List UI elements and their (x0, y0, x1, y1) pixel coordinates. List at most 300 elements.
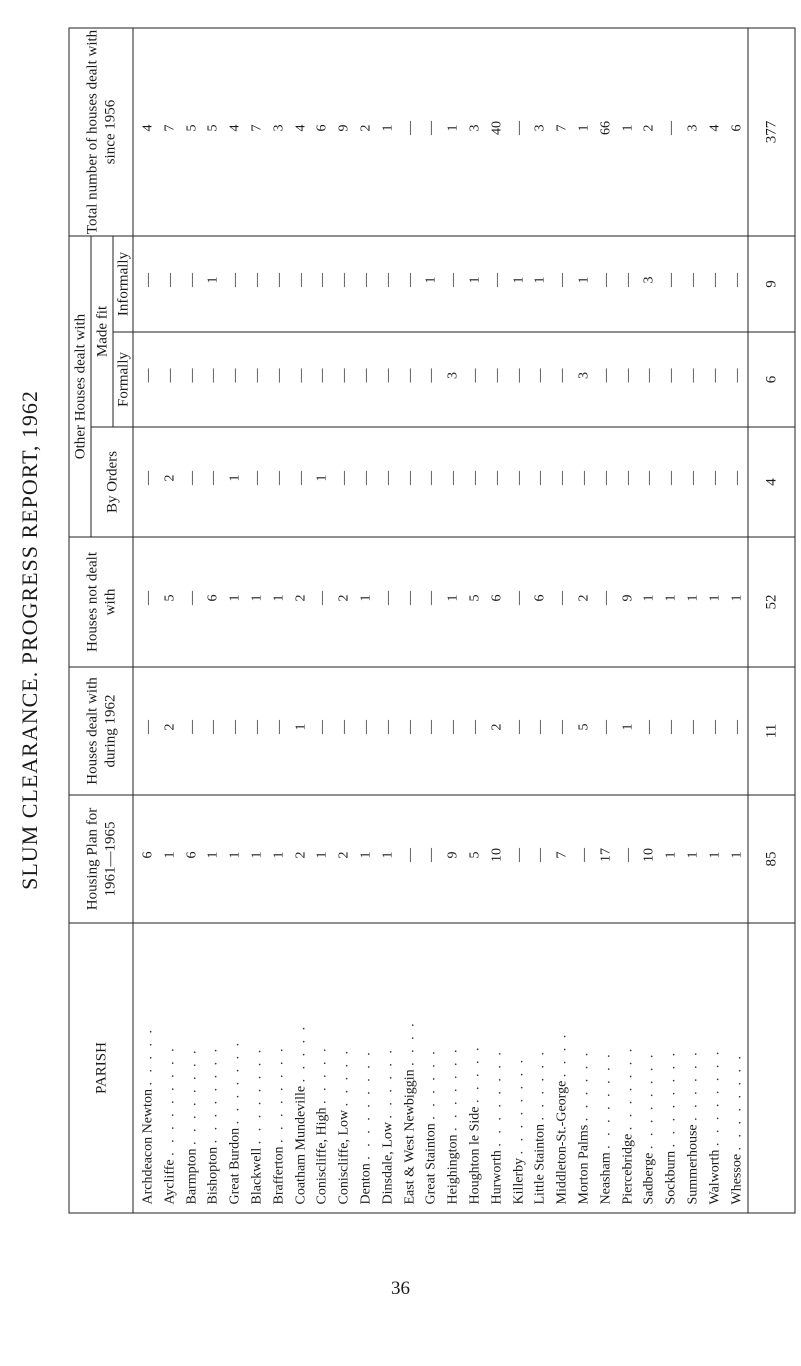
leader-dots: . . . . . . (532, 1048, 548, 1120)
cell-formally: — (684, 368, 700, 382)
cell-orders: — (379, 470, 395, 485)
cell-formally: — (140, 368, 155, 382)
cell-orders: — (641, 470, 657, 485)
cell-formally: — (292, 368, 308, 382)
cell-dealt: — (183, 719, 199, 734)
cell-plan: 17 (597, 847, 613, 862)
cell-total: 1 (379, 124, 395, 131)
cell-informally: 1 (466, 276, 482, 283)
cell-plan: 10 (641, 847, 657, 862)
totals-parish-blank (748, 923, 795, 1213)
cell-dealt: 2 (488, 723, 504, 730)
parish-name (399, 923, 421, 1204)
cell-dealt: 5 (575, 723, 591, 730)
parish-label: Coatham Mundeville (292, 1085, 308, 1204)
leader-dots: . . . . . . . . (728, 1052, 744, 1150)
rotated-table-wrapper (68, 28, 779, 1213)
cell-total: 7 (248, 124, 264, 131)
cell-dealt: — (336, 719, 352, 734)
parish-label: Morton Palms (575, 1124, 591, 1204)
cell-dealt: — (401, 719, 417, 734)
cell-informally: 1 (423, 276, 439, 283)
total-informally: 9 (748, 236, 795, 332)
cell-orders: — (728, 470, 744, 485)
cell-plan: 9 (445, 851, 461, 858)
cell-orders: — (466, 470, 482, 485)
cell-total: — (423, 120, 439, 135)
leader-dots: . . . . . . . . (205, 1045, 221, 1143)
header-made-fit: Made fit (91, 236, 113, 427)
leader-dots: . . . . . (336, 1047, 352, 1106)
cell-total: 40 (488, 120, 504, 135)
parish-name (704, 923, 726, 1204)
cell-plan: 7 (554, 851, 570, 858)
cell-total: 4 (706, 124, 722, 131)
cell-informally: — (140, 272, 155, 287)
cell-plan: 1 (227, 851, 243, 858)
slum-clearance-table (68, 27, 795, 1213)
cell-informally: — (161, 272, 177, 287)
cell-informally: — (706, 272, 722, 287)
col-informally (133, 236, 748, 332)
cell-total: 4 (227, 124, 243, 131)
parish-label: Denton (357, 1162, 373, 1204)
cell-informally: — (488, 272, 504, 287)
cell-formally: — (183, 368, 199, 382)
parish-label: Great Burdon (227, 1127, 243, 1204)
col-parish (133, 923, 748, 1213)
cell-formally: — (706, 368, 722, 382)
page-title-wrapper (0, 0, 60, 1280)
parish-name (333, 923, 355, 1204)
cell-total: — (663, 120, 679, 135)
parish-name (377, 923, 399, 1204)
cell-formally: — (357, 368, 373, 382)
cell-informally: — (227, 272, 243, 287)
cell-orders: 1 (227, 474, 243, 481)
cell-dealt: — (510, 719, 526, 734)
parish-label: Heighington (445, 1134, 461, 1204)
cell-dealt: — (728, 719, 744, 734)
cell-total: 9 (336, 124, 352, 131)
cell-plan: — (532, 847, 548, 862)
cell-plan: 1 (728, 851, 744, 858)
cell-plan: — (619, 847, 635, 862)
cell-orders: 1 (314, 474, 330, 481)
cell-total: 3 (466, 124, 482, 131)
parish-label: Coniscliffe, Low (336, 1109, 352, 1204)
cell-informally: — (663, 272, 679, 287)
parish-name (726, 923, 748, 1204)
cell-formally: — (728, 368, 744, 382)
cell-not: 6 (205, 594, 221, 601)
header-houses-dealt: Houses dealt with during 1962 (69, 667, 133, 795)
leader-dots: . . . . . . . (619, 1045, 635, 1130)
cell-plan: 1 (684, 851, 700, 858)
cell-orders: — (554, 470, 570, 485)
cell-orders: — (357, 470, 373, 485)
leader-dots: . . . . (401, 1019, 417, 1066)
cell-total: 6 (314, 124, 330, 131)
cell-orders: — (597, 470, 613, 485)
parish-label: Houghton le Side (466, 1106, 482, 1204)
cell-informally: — (270, 272, 286, 287)
cell-plan: — (575, 847, 591, 862)
col-total (133, 28, 748, 236)
parish-name (617, 923, 639, 1204)
col-formally (133, 332, 748, 427)
cell-not: — (401, 590, 417, 605)
leader-dots: . . . . . (314, 1045, 330, 1104)
cell-not: 6 (532, 594, 548, 601)
parish-label: Aycliffe (161, 1158, 177, 1204)
cell-not: 1 (248, 594, 264, 601)
cell-orders: — (270, 470, 286, 485)
cell-not: 1 (684, 594, 700, 601)
cell-informally: — (401, 272, 417, 287)
cell-informally: — (597, 272, 613, 287)
parish-name (290, 923, 312, 1204)
parish-name (442, 923, 464, 1204)
cell-total: — (510, 120, 526, 135)
cell-plan: 1 (663, 851, 679, 858)
cell-plan: 10 (488, 847, 504, 862)
leader-dots: . . . . . . . . (597, 1050, 613, 1149)
parish-label: Middleton-St.-George (554, 1080, 570, 1204)
cell-plan: 1 (248, 851, 264, 858)
parish-name (311, 923, 333, 1204)
cell-not: 1 (641, 594, 657, 601)
cell-formally: — (510, 368, 526, 382)
cell-dealt: 1 (292, 723, 308, 730)
cell-formally: — (205, 368, 221, 382)
cell-total: — (401, 120, 417, 135)
cell-formally: — (597, 368, 613, 382)
cell-total: 2 (357, 124, 373, 131)
cell-not: 1 (445, 594, 461, 601)
leader-dots: . . . . . . (575, 1049, 591, 1121)
cell-not: 1 (706, 594, 722, 601)
cell-total: 4 (292, 124, 308, 131)
cell-formally: 3 (445, 371, 461, 379)
parish-name (638, 923, 660, 1204)
total-by-orders: 4 (748, 427, 795, 537)
cell-dealt: — (205, 719, 221, 734)
cell-informally: — (445, 272, 461, 287)
cell-formally: — (641, 368, 657, 382)
cell-plan: 1 (161, 851, 177, 858)
cell-total: 1 (445, 124, 461, 131)
parish-name (464, 923, 486, 1204)
cell-dealt: — (357, 719, 373, 734)
parish-name (159, 923, 181, 1204)
leader-dots: . . . . . (140, 1026, 155, 1086)
parish-name (268, 923, 290, 1204)
cell-orders: — (510, 470, 526, 485)
cell-dealt: — (379, 719, 395, 734)
leader-dots: . . . . (554, 1031, 570, 1077)
cell-formally: — (423, 368, 439, 382)
cell-not: 5 (466, 594, 482, 601)
leader-dots: . . . . . . . (445, 1046, 461, 1131)
cell-not: — (597, 590, 613, 605)
cell-not: — (379, 590, 395, 605)
cell-total: 1 (619, 124, 635, 131)
parish-name (486, 923, 508, 1204)
cell-orders: — (488, 470, 504, 485)
cell-dealt: — (423, 719, 439, 734)
parish-label: Hurworth (488, 1149, 504, 1204)
cell-orders: — (423, 470, 439, 485)
cell-orders: — (663, 470, 679, 485)
cell-orders: — (619, 470, 635, 485)
parish-label: Whessoe (728, 1153, 744, 1204)
cell-informally: — (379, 272, 395, 287)
cell-not: — (554, 590, 570, 605)
cell-dealt: — (445, 719, 461, 734)
cell-dealt: — (248, 719, 264, 734)
cell-plan: 1 (379, 851, 395, 858)
cell-total: 4 (140, 124, 155, 131)
total-plan: 85 (748, 795, 795, 923)
parish-label: Brafferton (270, 1145, 286, 1204)
cell-total: 5 (183, 124, 199, 131)
cell-dealt: — (684, 719, 700, 734)
parish-name (420, 923, 442, 1204)
leader-dots: . . . . . . (684, 1048, 700, 1121)
cell-not: 1 (728, 594, 744, 601)
cell-plan: — (423, 847, 439, 862)
header-informally: Informally (113, 236, 133, 332)
parish-label: Neasham (597, 1151, 613, 1204)
header-by-orders: By Orders (91, 427, 133, 537)
cell-informally: — (554, 272, 570, 287)
parish-label: Archdeacon Newton (140, 1088, 155, 1204)
cell-dealt: — (663, 719, 679, 734)
cell-formally: — (466, 368, 482, 382)
parish-label: Dinsdale, Low (379, 1121, 395, 1204)
cell-informally: — (728, 272, 744, 287)
col-not-dealt (133, 537, 748, 667)
cell-dealt: — (227, 719, 243, 734)
total-grand: 377 (748, 28, 795, 236)
cell-orders: — (401, 470, 417, 485)
cell-dealt: — (314, 719, 330, 734)
cell-orders: — (205, 470, 221, 485)
total-dealt: 11 (748, 667, 795, 795)
parish-name (595, 923, 617, 1204)
parish-name (355, 923, 377, 1204)
leader-dots: . . . . . . (423, 1047, 439, 1120)
cell-formally: — (161, 368, 177, 382)
cell-dealt: 1 (619, 723, 635, 730)
leader-dots: . . . . . (292, 1023, 308, 1082)
cell-formally: — (248, 368, 264, 382)
col-plan (133, 795, 748, 923)
cell-not: 1 (663, 594, 679, 601)
cell-plan: 1 (357, 851, 373, 858)
parish-label: Coniscliffe, High (314, 1107, 330, 1204)
cell-informally: — (684, 272, 700, 287)
cell-total: 3 (532, 124, 548, 131)
cell-total: 2 (641, 124, 657, 131)
cell-dealt: — (140, 719, 155, 734)
cell-formally: — (336, 368, 352, 382)
leader-dots: . . . . . . (379, 1046, 395, 1119)
cell-formally: 3 (575, 371, 591, 379)
cell-formally: — (270, 368, 286, 382)
cell-plan: 1 (270, 851, 286, 858)
cell-not: — (140, 590, 155, 605)
cell-total: 3 (270, 124, 286, 131)
parish-name (137, 923, 159, 1204)
cell-formally: — (619, 368, 635, 382)
parish-label: Sadberge (641, 1152, 657, 1204)
cell-total: 7 (554, 124, 570, 131)
cell-informally: — (314, 272, 330, 287)
cell-orders: — (575, 470, 591, 485)
cell-orders: — (292, 470, 308, 485)
cell-orders: — (140, 470, 155, 485)
cell-orders: 2 (161, 474, 177, 481)
cell-informally: 1 (532, 276, 548, 283)
cell-not: 2 (292, 594, 308, 601)
parish-name (573, 923, 595, 1204)
cell-orders: — (183, 470, 199, 485)
cell-not: 2 (575, 594, 591, 601)
parish-label: Summerhouse (684, 1123, 700, 1204)
parish-name (202, 923, 224, 1204)
leader-dots: . . . . . . . . . (161, 1044, 177, 1156)
parish-label: Great Stainton (423, 1122, 439, 1204)
cell-not: — (183, 590, 199, 605)
cell-total: 3 (684, 124, 700, 131)
leader-dots: . . . . . (466, 1044, 482, 1103)
cell-total: 7 (161, 124, 177, 131)
cell-plan: — (401, 847, 417, 862)
parish-label: Blackwell (248, 1147, 264, 1204)
parish-label: Piercebridge (619, 1133, 635, 1204)
cell-informally: — (619, 272, 635, 287)
cell-formally: — (314, 368, 330, 382)
leader-dots: . . . . . . . . (183, 1047, 199, 1145)
cell-formally: — (401, 368, 417, 382)
parish-label: Bishopton (205, 1146, 221, 1204)
page-number: 36 (391, 1278, 410, 1299)
page-title: SLUM CLEARANCE. PROGRESS REPORT, 1962 (17, 390, 43, 890)
cell-orders: — (532, 470, 548, 485)
cell-formally: — (554, 368, 570, 382)
cell-total: 5 (205, 124, 221, 131)
leader-dots: . . . . . . . . (663, 1049, 679, 1147)
parish-name (181, 923, 203, 1204)
cell-dealt: — (532, 719, 548, 734)
cell-dealt: — (641, 719, 657, 734)
leader-dots: . . . . . . . . (510, 1056, 526, 1154)
cell-informally: — (357, 272, 373, 287)
cell-formally: — (488, 368, 504, 382)
parish-name (224, 923, 246, 1204)
cell-informally: — (248, 272, 264, 287)
leader-dots: . . . . . . . . (488, 1048, 504, 1147)
cell-dealt: — (466, 719, 482, 734)
cell-total: 66 (597, 120, 613, 135)
cell-total: 6 (728, 124, 744, 131)
parish-label: Killerby (510, 1157, 526, 1204)
header-parish: PARISH (69, 923, 133, 1213)
cell-orders: — (336, 470, 352, 485)
cell-not: 9 (619, 594, 635, 601)
cell-not: 6 (488, 594, 504, 601)
parish-label: East & West Newbiggin (401, 1068, 417, 1204)
cell-plan: 1 (314, 851, 330, 858)
cell-formally: — (379, 368, 395, 382)
parish-name (246, 923, 268, 1204)
cell-not: 1 (357, 594, 373, 601)
cell-plan: — (510, 847, 526, 862)
parish-name (660, 923, 682, 1204)
header-formally: Formally (113, 332, 133, 427)
header-housing-plan: Housing Plan for 1961—1965 (69, 795, 133, 923)
cell-not: 5 (161, 594, 177, 601)
cell-dealt: — (554, 719, 570, 734)
col-dealt (133, 667, 748, 795)
cell-plan: 6 (183, 851, 199, 858)
cell-not: 1 (270, 594, 286, 601)
leader-dots: . . . . . . . (227, 1039, 243, 1124)
total-formally: 6 (748, 332, 795, 427)
header-houses-not-dealt: Houses not dealt with (69, 537, 133, 667)
parish-label: Little Stainton (532, 1123, 548, 1204)
parish-name (529, 923, 551, 1204)
table-body (133, 28, 748, 1213)
cell-plan: 6 (140, 851, 155, 858)
cell-orders: — (706, 470, 722, 485)
leader-dots: . . . . . . . . . (357, 1048, 373, 1160)
header-total: Total number of houses dealt with since 1956 (69, 28, 133, 236)
cell-informally: — (336, 272, 352, 287)
cell-informally: — (292, 272, 308, 287)
total-not-dealt: 52 (748, 537, 795, 667)
cell-not: — (510, 590, 526, 605)
cell-dealt: — (597, 719, 613, 734)
cell-not: 2 (336, 594, 352, 601)
cell-informally: 3 (641, 276, 657, 283)
cell-orders: — (684, 470, 700, 485)
cell-formally: — (663, 368, 679, 382)
cell-orders: — (445, 470, 461, 485)
totals-row (748, 28, 795, 1213)
leader-dots: . . . . . . . . (641, 1051, 657, 1149)
leader-dots: . . . . . . . . (270, 1044, 286, 1143)
cell-not: — (423, 590, 439, 605)
cell-plan: 2 (336, 851, 352, 858)
leader-dots: . . . . . . . . (248, 1046, 264, 1144)
cell-dealt: — (706, 719, 722, 734)
cell-informally: — (183, 272, 199, 287)
header-other-houses: Other Houses dealt with (69, 236, 91, 537)
parish-name (682, 923, 704, 1204)
cell-not: 1 (227, 594, 243, 601)
cell-formally: — (227, 368, 243, 382)
parish-label: Sockburn (663, 1150, 679, 1204)
cell-informally: 1 (205, 276, 221, 283)
parish-label: Walworth (706, 1149, 722, 1204)
cell-dealt: 2 (161, 723, 177, 730)
cell-orders: — (248, 470, 264, 485)
cell-total: 1 (575, 124, 591, 131)
cell-plan: 5 (466, 851, 482, 858)
